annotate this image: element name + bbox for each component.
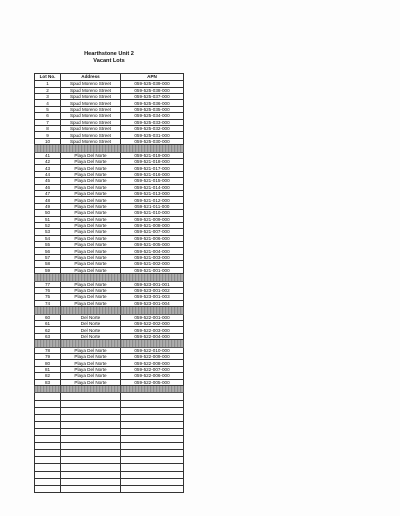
empty-row bbox=[35, 464, 184, 471]
document-subtitle: Vacant Lots bbox=[93, 58, 125, 64]
apn-cell: 059-522-010-000 bbox=[121, 347, 184, 353]
separator-cell bbox=[61, 307, 121, 315]
empty-cell bbox=[121, 478, 184, 485]
apn-cell: 059-521-003-000 bbox=[121, 254, 184, 260]
empty-cell bbox=[35, 407, 61, 414]
empty-row bbox=[35, 400, 184, 407]
empty-row bbox=[35, 471, 184, 478]
address-cell: Playa Del Norte bbox=[61, 171, 121, 177]
separator-cell bbox=[35, 145, 61, 153]
empty-cell bbox=[121, 393, 184, 400]
apn-cell: 059-525-032-000 bbox=[121, 125, 184, 131]
apn-cell: 059-521-013-000 bbox=[121, 190, 184, 196]
lot-cell: 4 bbox=[35, 100, 61, 106]
lot-cell: 42 bbox=[35, 158, 61, 164]
header-apn: APN bbox=[121, 74, 184, 81]
separator-cell bbox=[61, 340, 121, 348]
lot-cell: 55 bbox=[35, 242, 61, 248]
empty-cell bbox=[35, 400, 61, 407]
document-title: Hearthstone Unit 2 bbox=[84, 51, 134, 57]
empty-cell bbox=[61, 457, 121, 464]
lot-cell: 8 bbox=[35, 125, 61, 131]
lot-cell: 43 bbox=[35, 165, 61, 171]
empty-cell bbox=[61, 400, 121, 407]
lot-cell: 46 bbox=[35, 184, 61, 190]
address-cell: Del Norte bbox=[61, 314, 121, 320]
apn-cell: 059-521-015-000 bbox=[121, 178, 184, 184]
empty-cell bbox=[35, 485, 61, 492]
group-separator-row bbox=[35, 385, 184, 393]
empty-cell bbox=[35, 414, 61, 421]
separator-cell bbox=[121, 307, 184, 315]
separator-cell bbox=[121, 145, 184, 153]
address-cell: Spud Moreno Street bbox=[61, 81, 121, 87]
address-cell: Playa Del Norte bbox=[61, 210, 121, 216]
empty-cell bbox=[121, 443, 184, 450]
address-cell: Playa Del Norte bbox=[61, 184, 121, 190]
empty-cell bbox=[35, 436, 61, 443]
empty-row bbox=[35, 393, 184, 400]
table-body bbox=[35, 81, 184, 493]
lot-cell: 1 bbox=[35, 81, 61, 87]
lot-cell: 44 bbox=[35, 171, 61, 177]
group-separator-row bbox=[35, 340, 184, 348]
address-cell: Del Norte bbox=[61, 333, 121, 339]
apn-cell: 059-522-007-000 bbox=[121, 366, 184, 372]
apn-cell: 059-525-039-000 bbox=[121, 81, 184, 87]
empty-cell bbox=[61, 450, 121, 457]
address-cell: Spud Moreno Street bbox=[61, 93, 121, 99]
address-cell: Del Norte bbox=[61, 320, 121, 326]
empty-cell bbox=[121, 421, 184, 428]
address-cell: Playa Del Norte bbox=[61, 229, 121, 235]
address-cell: Playa Del Norte bbox=[61, 203, 121, 209]
lot-cell: 3 bbox=[35, 93, 61, 99]
lot-cell: 60 bbox=[35, 314, 61, 320]
apn-cell: 059-521-011-000 bbox=[121, 203, 184, 209]
lot-cell: 81 bbox=[35, 366, 61, 372]
vacant-lots-table bbox=[34, 73, 184, 493]
lot-cell: 78 bbox=[35, 347, 61, 353]
apn-cell: 059-522-009-000 bbox=[121, 354, 184, 360]
empty-row bbox=[35, 421, 184, 428]
lot-cell: 76 bbox=[35, 287, 61, 293]
lot-cell: 63 bbox=[35, 333, 61, 339]
apn-cell: 059-521-018-000 bbox=[121, 158, 184, 164]
empty-cell bbox=[61, 421, 121, 428]
lot-cell: 62 bbox=[35, 327, 61, 333]
separator-cell bbox=[35, 340, 61, 348]
empty-row bbox=[35, 428, 184, 435]
empty-cell bbox=[121, 428, 184, 435]
empty-cell bbox=[61, 407, 121, 414]
apn-cell: 059-522-005-000 bbox=[121, 379, 184, 385]
lot-cell: 83 bbox=[35, 379, 61, 385]
address-cell: Playa Del Norte bbox=[61, 216, 121, 222]
apn-cell: 059-522-003-000 bbox=[121, 327, 184, 333]
empty-cell bbox=[121, 450, 184, 457]
address-cell: Playa Del Norte bbox=[61, 294, 121, 300]
apn-cell: 059-525-036-000 bbox=[121, 100, 184, 106]
apn-cell: 059-521-019-000 bbox=[121, 152, 184, 158]
address-cell: Spud Moreno Street bbox=[61, 100, 121, 106]
address-cell: Playa Del Norte bbox=[61, 152, 121, 158]
table-header-row bbox=[35, 74, 184, 81]
apn-cell: 059-525-037-000 bbox=[121, 93, 184, 99]
lot-cell: 50 bbox=[35, 210, 61, 216]
header-lot-no: Lot No. bbox=[35, 74, 61, 81]
lot-cell: 75 bbox=[35, 294, 61, 300]
empty-row bbox=[35, 457, 184, 464]
lot-cell: 6 bbox=[35, 113, 61, 119]
apn-cell: 059-525-033-000 bbox=[121, 119, 184, 125]
apn-cell: 059-521-010-000 bbox=[121, 210, 184, 216]
apn-cell: 059-521-007-000 bbox=[121, 229, 184, 235]
empty-cell bbox=[61, 478, 121, 485]
empty-cell bbox=[121, 471, 184, 478]
address-cell: Playa Del Norte bbox=[61, 281, 121, 287]
empty-row bbox=[35, 436, 184, 443]
separator-cell bbox=[121, 274, 184, 282]
lot-cell: 80 bbox=[35, 360, 61, 366]
lot-cell: 79 bbox=[35, 354, 61, 360]
apn-cell: 059-525-035-000 bbox=[121, 106, 184, 112]
address-cell: Playa Del Norte bbox=[61, 254, 121, 260]
apn-cell: 059-522-008-000 bbox=[121, 360, 184, 366]
lot-cell: 10 bbox=[35, 138, 61, 144]
lot-cell: 52 bbox=[35, 222, 61, 228]
separator-cell bbox=[61, 145, 121, 153]
empty-cell bbox=[61, 464, 121, 471]
separator-cell bbox=[61, 385, 121, 393]
lot-cell: 49 bbox=[35, 203, 61, 209]
address-cell: Playa Del Norte bbox=[61, 242, 121, 248]
empty-cell bbox=[61, 485, 121, 492]
apn-cell: 059-522-004-000 bbox=[121, 333, 184, 339]
apn-cell: 059-521-005-000 bbox=[121, 242, 184, 248]
apn-cell: 059-525-030-000 bbox=[121, 138, 184, 144]
lot-cell: 51 bbox=[35, 216, 61, 222]
address-cell: Playa Del Norte bbox=[61, 287, 121, 293]
empty-cell bbox=[61, 436, 121, 443]
empty-cell bbox=[121, 485, 184, 492]
empty-cell bbox=[35, 450, 61, 457]
separator-cell bbox=[121, 385, 184, 393]
empty-row bbox=[35, 450, 184, 457]
lot-cell: 41 bbox=[35, 152, 61, 158]
apn-cell: 059-521-016-000 bbox=[121, 171, 184, 177]
empty-cell bbox=[121, 436, 184, 443]
address-cell: Playa Del Norte bbox=[61, 190, 121, 196]
separator-cell bbox=[61, 274, 121, 282]
address-cell: Playa Del Norte bbox=[61, 178, 121, 184]
empty-row bbox=[35, 443, 184, 450]
lot-cell: 53 bbox=[35, 229, 61, 235]
empty-cell bbox=[35, 471, 61, 478]
apn-cell: 059-521-006-000 bbox=[121, 235, 184, 241]
empty-cell bbox=[35, 457, 61, 464]
lot-cell: 2 bbox=[35, 87, 61, 93]
empty-cell bbox=[121, 400, 184, 407]
address-cell: Playa Del Norte bbox=[61, 366, 121, 372]
group-separator-row bbox=[35, 145, 184, 153]
apn-cell: 059-521-009-000 bbox=[121, 216, 184, 222]
apn-cell: 059-521-004-000 bbox=[121, 248, 184, 254]
address-cell: Spud Moreno Street bbox=[61, 106, 121, 112]
lot-cell: 77 bbox=[35, 281, 61, 287]
lot-cell: 74 bbox=[35, 300, 61, 306]
address-cell: Playa Del Norte bbox=[61, 373, 121, 379]
group-separator-row bbox=[35, 274, 184, 282]
address-cell: Playa Del Norte bbox=[61, 347, 121, 353]
address-cell: Playa Del Norte bbox=[61, 261, 121, 267]
address-cell: Spud Moreno Street bbox=[61, 119, 121, 125]
lot-cell: 54 bbox=[35, 235, 61, 241]
empty-cell bbox=[35, 443, 61, 450]
address-cell: Playa Del Norte bbox=[61, 354, 121, 360]
address-cell: Playa Del Norte bbox=[61, 267, 121, 273]
empty-cell bbox=[121, 464, 184, 471]
apn-cell: 059-521-012-000 bbox=[121, 197, 184, 203]
apn-cell: 059-522-001-000 bbox=[121, 314, 184, 320]
empty-cell bbox=[35, 393, 61, 400]
apn-cell: 059-521-008-000 bbox=[121, 222, 184, 228]
address-cell: Spud Moreno Street bbox=[61, 113, 121, 119]
lot-cell: 7 bbox=[35, 119, 61, 125]
group-separator-row bbox=[35, 307, 184, 315]
empty-cell bbox=[35, 421, 61, 428]
separator-cell bbox=[35, 385, 61, 393]
empty-row bbox=[35, 407, 184, 414]
apn-cell: 059-521-001-000 bbox=[121, 267, 184, 273]
address-cell: Playa Del Norte bbox=[61, 379, 121, 385]
address-cell: Playa Del Norte bbox=[61, 235, 121, 241]
apn-cell: 059-522-002-000 bbox=[121, 320, 184, 326]
empty-cell bbox=[121, 414, 184, 421]
empty-row bbox=[35, 485, 184, 492]
header-address: Address bbox=[61, 74, 121, 81]
address-cell: Playa Del Norte bbox=[61, 197, 121, 203]
apn-cell: 059-525-031-000 bbox=[121, 132, 184, 138]
empty-cell bbox=[35, 428, 61, 435]
empty-cell bbox=[61, 443, 121, 450]
empty-cell bbox=[121, 407, 184, 414]
empty-cell bbox=[61, 414, 121, 421]
apn-cell: 059-523-001-002 bbox=[121, 287, 184, 293]
apn-cell: 059-521-014-000 bbox=[121, 184, 184, 190]
vacant-lots-table-container bbox=[34, 73, 183, 493]
empty-cell bbox=[121, 457, 184, 464]
address-cell: Playa Del Norte bbox=[61, 165, 121, 171]
lot-cell: 47 bbox=[35, 190, 61, 196]
apn-cell: 059-523-001-004 bbox=[121, 300, 184, 306]
address-cell: Spud Moreno Street bbox=[61, 87, 121, 93]
lot-cell: 59 bbox=[35, 267, 61, 273]
address-cell: Del Norte bbox=[61, 327, 121, 333]
empty-cell bbox=[61, 471, 121, 478]
apn-cell: 059-521-017-000 bbox=[121, 165, 184, 171]
lot-cell: 9 bbox=[35, 132, 61, 138]
lot-cell: 57 bbox=[35, 254, 61, 260]
lot-cell: 58 bbox=[35, 261, 61, 267]
empty-cell bbox=[35, 478, 61, 485]
address-cell: Playa Del Norte bbox=[61, 222, 121, 228]
lot-cell: 61 bbox=[35, 320, 61, 326]
address-cell: Playa Del Norte bbox=[61, 248, 121, 254]
address-cell: Spud Moreno Street bbox=[61, 138, 121, 144]
address-cell: Spud Moreno Street bbox=[61, 125, 121, 131]
apn-cell: 059-522-006-000 bbox=[121, 373, 184, 379]
apn-cell: 059-521-002-000 bbox=[121, 261, 184, 267]
lot-cell: 56 bbox=[35, 248, 61, 254]
address-cell: Playa Del Norte bbox=[61, 360, 121, 366]
apn-cell: 059-523-001-003 bbox=[121, 294, 184, 300]
separator-cell bbox=[35, 307, 61, 315]
address-cell: Playa Del Norte bbox=[61, 300, 121, 306]
empty-row bbox=[35, 478, 184, 485]
empty-cell bbox=[35, 464, 61, 471]
lot-cell: 45 bbox=[35, 178, 61, 184]
apn-cell: 059-523-001-001 bbox=[121, 281, 184, 287]
separator-cell bbox=[121, 340, 184, 348]
empty-cell bbox=[61, 393, 121, 400]
separator-cell bbox=[35, 274, 61, 282]
address-cell: Spud Moreno Street bbox=[61, 132, 121, 138]
lot-cell: 82 bbox=[35, 373, 61, 379]
apn-cell: 059-525-038-000 bbox=[121, 87, 184, 93]
empty-cell bbox=[61, 428, 121, 435]
address-cell: Playa Del Norte bbox=[61, 158, 121, 164]
lot-cell: 48 bbox=[35, 197, 61, 203]
apn-cell: 059-525-034-000 bbox=[121, 113, 184, 119]
empty-row bbox=[35, 414, 184, 421]
lot-cell: 5 bbox=[35, 106, 61, 112]
